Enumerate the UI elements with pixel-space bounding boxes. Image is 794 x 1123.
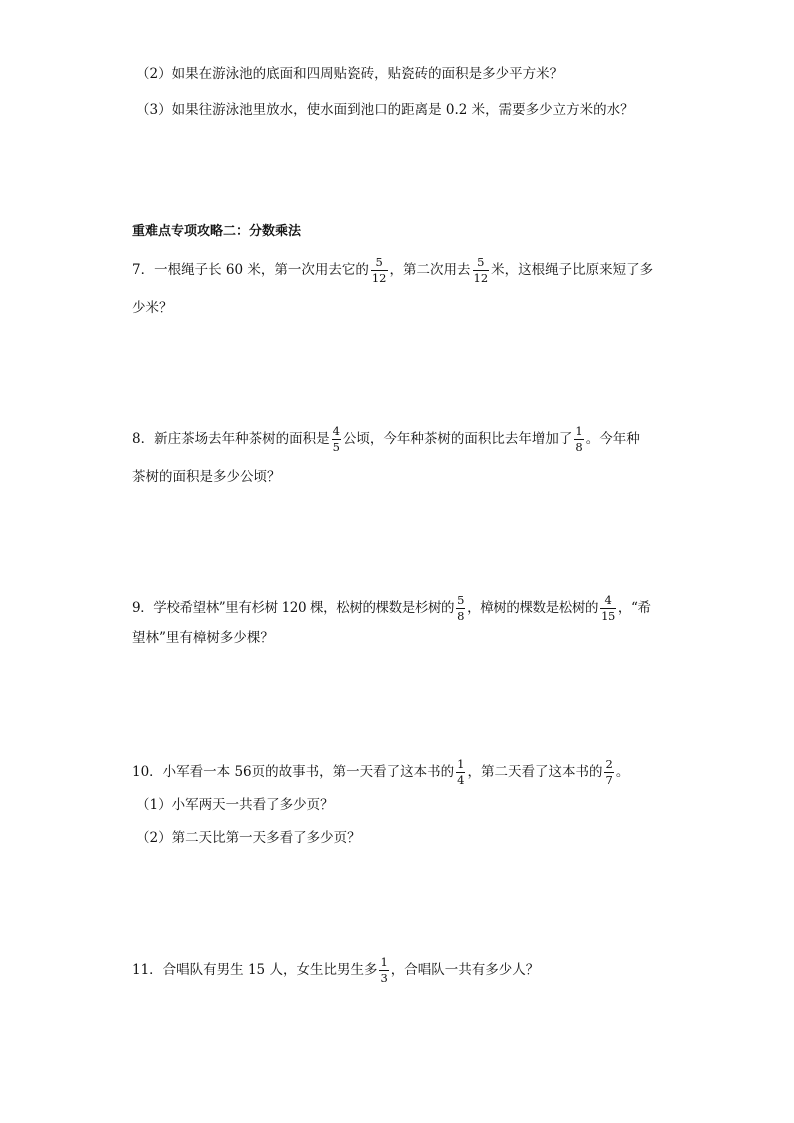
question-7-text-b: ，第二次用去 xyxy=(389,262,471,278)
fraction-denominator: 12 xyxy=(473,271,489,285)
fraction xyxy=(604,758,613,787)
question-8-text-c: 。今年种 xyxy=(585,431,640,447)
fraction-numerator: 2 xyxy=(605,757,613,771)
fraction xyxy=(332,425,341,454)
question-8 xyxy=(132,425,640,454)
fraction xyxy=(456,758,465,787)
question-10-sub-1: （1）小军两天一共看了多少页？ xyxy=(136,797,334,813)
question-7-text-a: 7．一根绳子长 60 米，第一次用去它的 xyxy=(132,262,369,278)
section-heading: 重难点专项攻略二：分数乘法 xyxy=(132,224,302,239)
fraction-numerator: 1 xyxy=(457,757,465,771)
fraction xyxy=(379,956,388,985)
fraction-numerator: 1 xyxy=(575,424,583,438)
question-7-text-c: 米，这根绳子比原来短了多 xyxy=(491,262,654,278)
fraction xyxy=(456,594,465,623)
fraction-numerator: 4 xyxy=(604,593,612,607)
fraction xyxy=(473,256,490,285)
fraction-denominator: 3 xyxy=(380,971,388,985)
question-8-text-b: 公顷，今年种茶树的面积比去年增加了 xyxy=(342,431,573,447)
fraction xyxy=(574,425,583,454)
fraction xyxy=(600,594,616,623)
fraction-denominator: 7 xyxy=(605,773,613,787)
fraction-denominator: 12 xyxy=(371,271,387,285)
fraction-denominator: 5 xyxy=(332,440,340,454)
question-9-text-a: 9．学校希望林”里有杉树 120 棵，松树的棵数是杉树的 xyxy=(132,600,455,616)
fraction xyxy=(371,256,388,285)
question-9 xyxy=(132,594,651,623)
question-10-text-b: ，第二天看了这本书的 xyxy=(467,764,603,780)
question-9-text-b: ，樟树的棵数是松树的 xyxy=(467,600,599,616)
question-9-text-c: ，“希 xyxy=(617,600,651,616)
fraction-denominator: 8 xyxy=(457,609,465,623)
question-10 xyxy=(132,758,629,787)
question-11-text-b: ，合唱队一共有多少人？ xyxy=(390,962,540,978)
fraction-denominator: 15 xyxy=(601,609,615,623)
fraction-numerator: 5 xyxy=(375,255,383,269)
question-8-text-a: 8．新庄茶场去年种茶树的面积是 xyxy=(132,431,330,447)
question-10-text-c: 。 xyxy=(615,764,630,780)
question-6-sub-3: （3）如果往游泳池里放水，使水面到池口的距离是 0.2 米，需要多少立方米的水？ xyxy=(136,102,634,118)
question-11-text-a: 11．合唱队有男生 15 人，女生比男生多 xyxy=(132,962,378,978)
question-10-text-a: 10．小军看一本 56页的故事书，第一天看了这本书的 xyxy=(132,764,455,780)
fraction-denominator: 8 xyxy=(575,440,583,454)
question-8-continuation: 茶树的面积是多少公顷？ xyxy=(132,469,281,485)
fraction-numerator: 5 xyxy=(457,593,465,607)
fraction-numerator: 1 xyxy=(380,955,388,969)
question-11 xyxy=(132,956,539,985)
question-6-sub-2: （2）如果在游泳池的底面和四周贴瓷砖，贴瓷砖的面积是多少平方米？ xyxy=(136,66,564,82)
fraction-numerator: 4 xyxy=(332,424,340,438)
fraction-denominator: 4 xyxy=(457,773,465,787)
question-7 xyxy=(132,256,653,285)
question-7-continuation: 少米？ xyxy=(132,300,173,316)
question-10-sub-2: （2）第二天比第一天多看了多少页？ xyxy=(136,830,361,846)
question-9-continuation: 望林”里有樟树多少棵？ xyxy=(132,630,274,646)
fraction-numerator: 5 xyxy=(477,255,485,269)
